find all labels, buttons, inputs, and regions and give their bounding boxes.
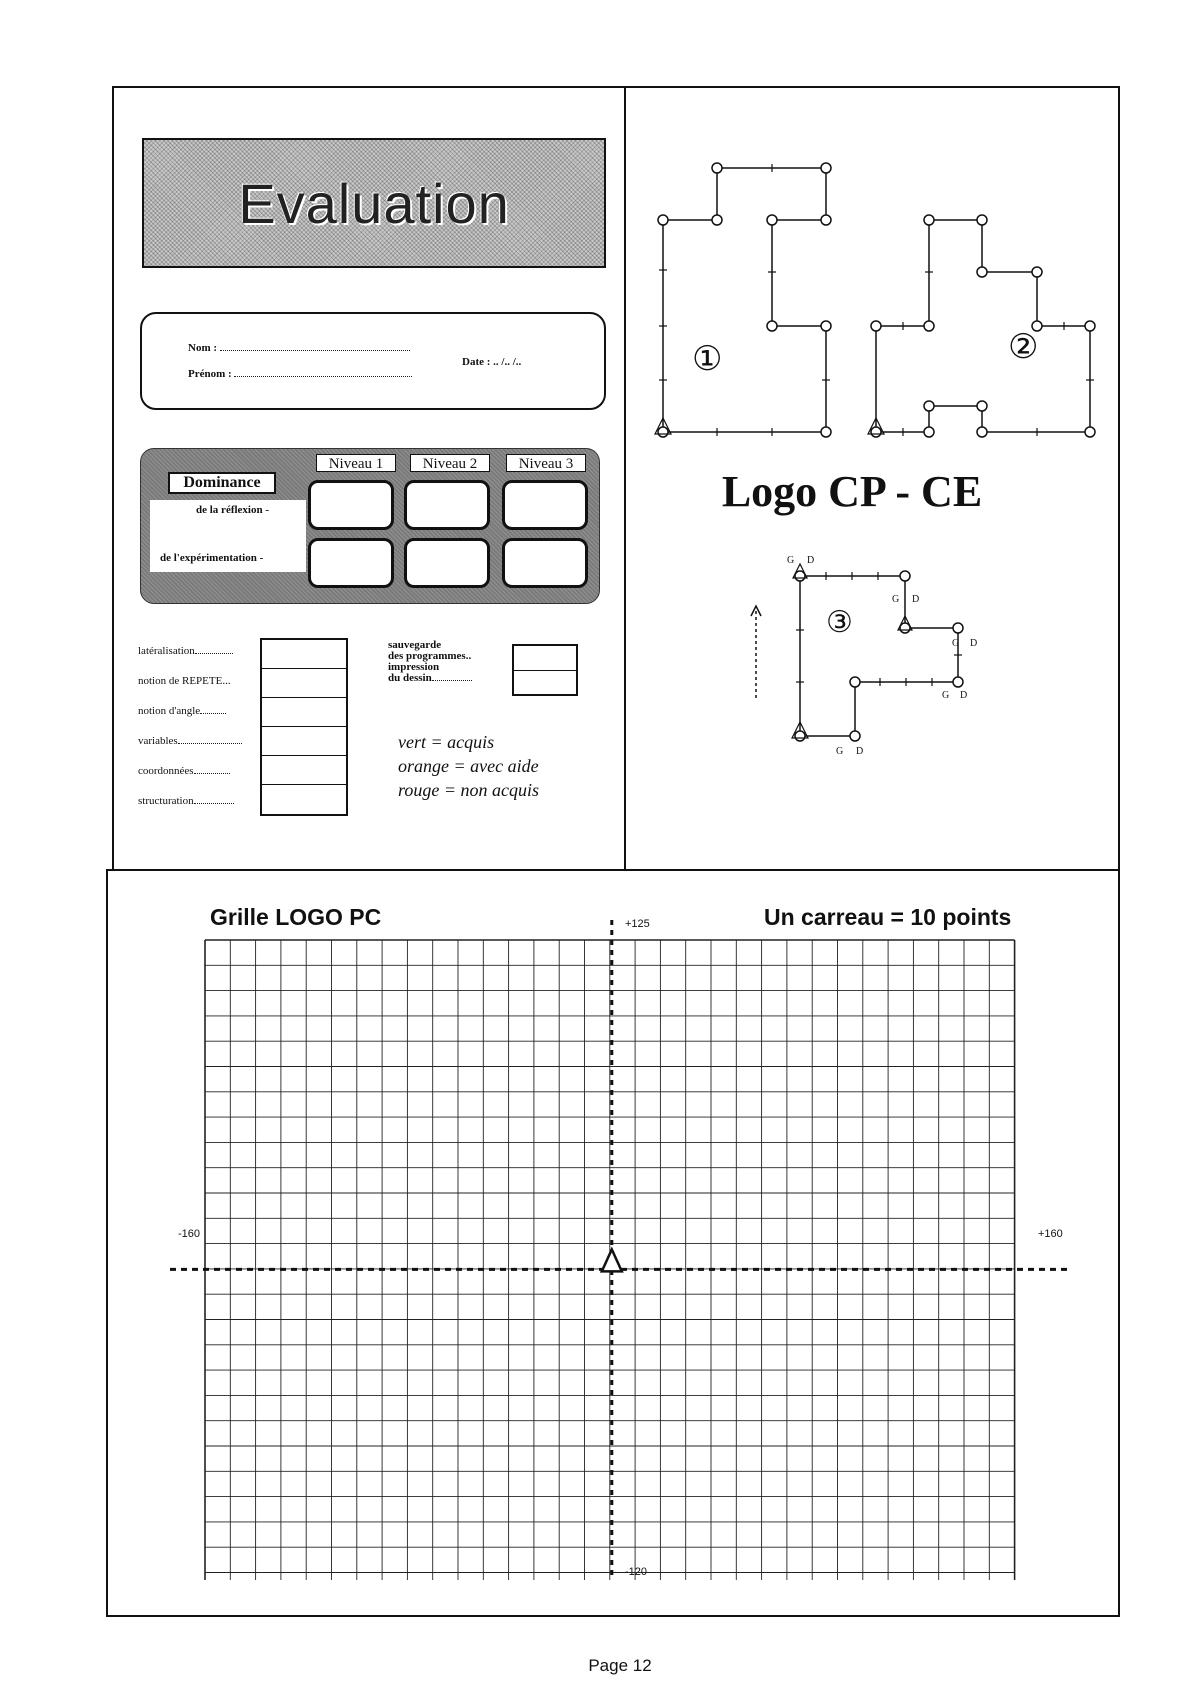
- logo-grid[interactable]: [170, 920, 1070, 1580]
- svg-text:D: D: [960, 690, 968, 701]
- criterion-structuration: structuration: [138, 795, 258, 807]
- save-grade-box: [512, 644, 578, 696]
- svg-text:D: D: [970, 638, 978, 649]
- figure-1-number: ①: [692, 339, 723, 379]
- date-label[interactable]: Date : .. /.. /..: [462, 356, 522, 368]
- grid-scale-note: Un carreau = 10 points: [764, 904, 1012, 930]
- page-number: Page 12: [588, 1656, 652, 1675]
- prenom-label: Prénom :: [188, 368, 232, 380]
- slot-experimentation-n2[interactable]: [404, 538, 490, 588]
- level-2-label: Niveau 2: [410, 454, 490, 472]
- grade-cell[interactable]: [514, 671, 576, 695]
- svg-text:G: G: [836, 746, 844, 757]
- legend-rouge: rouge = non acquis: [398, 780, 539, 800]
- slot-reflexion-n1[interactable]: [308, 480, 394, 530]
- svg-text:G: G: [952, 638, 960, 649]
- logo-figures: [630, 150, 1110, 770]
- grade-cell[interactable]: [514, 646, 576, 671]
- legend-orange: orange = avec aide: [398, 756, 539, 776]
- save-criteria-labels: sauvegarde des programmes.. impression du dessin: [388, 639, 472, 684]
- grade-cell[interactable]: [262, 785, 346, 814]
- svg-text:D: D: [856, 746, 864, 757]
- svg-text:D: D: [912, 594, 920, 605]
- slot-reflexion-n3[interactable]: [502, 480, 588, 530]
- x-max-label: +160: [1038, 1228, 1063, 1240]
- slot-reflexion-n2[interactable]: [404, 480, 490, 530]
- svg-text:D: D: [807, 555, 815, 566]
- evaluation-title: Evaluation: [238, 171, 510, 235]
- level-1-label: Niveau 1: [316, 454, 396, 472]
- nom-field[interactable]: [220, 350, 410, 351]
- criterion-coordonnees: coordonnées: [138, 765, 258, 777]
- identity-box: [140, 312, 606, 410]
- y-max-label: +125: [625, 918, 650, 930]
- logo-title: Logo CP - CE: [721, 467, 983, 516]
- slot-experimentation-n3[interactable]: [502, 538, 588, 588]
- nom-label: Nom :: [188, 342, 218, 354]
- legend-vert: vert = acquis: [398, 732, 495, 752]
- grid-title: Grille LOGO PC: [210, 904, 382, 930]
- grade-cell[interactable]: [262, 698, 346, 727]
- dominance-row-experimentation: de l'expérimentation: [160, 552, 257, 564]
- figure-2-number: ②: [1008, 327, 1039, 367]
- figure-3-path: [800, 576, 958, 736]
- figure-3-number: ③: [826, 605, 853, 640]
- criterion-angle: notion d'angle: [138, 705, 258, 717]
- criterion-repete: notion de REPETE...: [138, 675, 231, 687]
- svg-text:G: G: [942, 690, 950, 701]
- turtle-icon: [602, 1249, 622, 1271]
- evaluation-title-box: [142, 138, 606, 268]
- slot-experimentation-n1[interactable]: [308, 538, 394, 588]
- grade-cell[interactable]: [262, 756, 346, 785]
- figure-1-path: [663, 168, 826, 432]
- figure-2-path: [876, 220, 1090, 432]
- prenom-field[interactable]: [234, 376, 412, 377]
- x-min-label: -160: [178, 1228, 201, 1240]
- grade-cell[interactable]: [262, 669, 346, 698]
- criterion-lateralisation: latéralisation: [138, 645, 258, 657]
- svg-text:G: G: [787, 555, 795, 566]
- dominance-title: Dominance: [168, 472, 276, 494]
- y-min-label: -120: [625, 1566, 648, 1578]
- criterion-variables: variables: [138, 735, 258, 747]
- grade-cell[interactable]: [262, 727, 346, 756]
- grade-cell[interactable]: [262, 640, 346, 669]
- dominance-row-reflexion: de la réflexion: [196, 504, 263, 516]
- svg-text:G: G: [892, 594, 900, 605]
- level-3-label: Niveau 3: [506, 454, 586, 472]
- criteria-grade-column: [260, 638, 348, 816]
